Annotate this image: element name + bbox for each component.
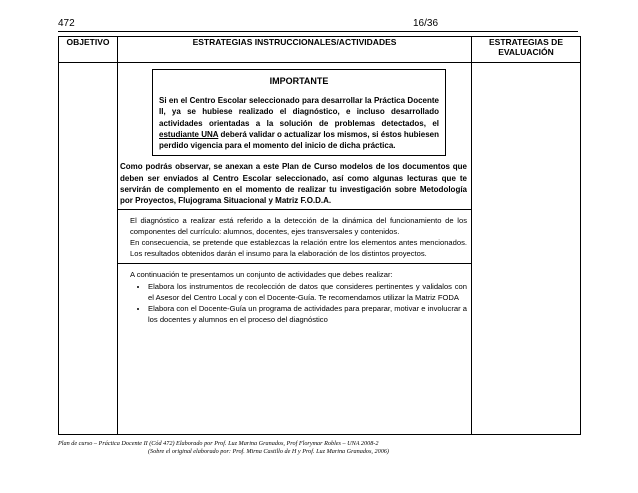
page-footer <box>58 440 588 456</box>
list-item: • Elabora los instrumentos de recolección de datos que consideres pertinentes y validalos con el Asesor del Centro Local y con el Docente-Guía. Te recomendamos utilizar la Matriz FODA <box>148 282 467 304</box>
evaluacion-cell <box>472 63 581 435</box>
section-divider <box>118 263 471 264</box>
activities-list <box>134 282 467 325</box>
diagnosis-text: El diagnóstico a realizar está referido a la detección de la dinámica del funcionamiento de los componentes del currículo: alumnos, docentes, ejes transversales y contenidos. <box>130 216 467 237</box>
column-header-estrategias: ESTRATEGIAS INSTRUCCIONALES/ACTIVIDADES <box>118 37 472 63</box>
intro-paragraph: Como podrás observar, se anexan a este Plan de Curso modelos de los documentos que deben ser enviados al Centro Escolar seleccionado, así como algunas lecturas que te servirán de complemento en el momento de realizar tu investigación sobre Metodología por Proyectos, Flujograma Situacional y Matriz F.O.D.A. <box>120 162 467 206</box>
relation-text: En consecuencia, se pretende que establezcas la relación entre los elementos antes mencionados. Los resultados obtenidos darán el insumo para la elaboración de los distintos proyectos. <box>130 238 467 258</box>
objetivo-cell <box>59 63 118 435</box>
column-header-objetivo: OBJETIVO <box>59 37 118 63</box>
course-plan-table <box>58 36 581 435</box>
estrategias-cell <box>118 63 472 435</box>
important-note-underlined: estudiante UNA <box>159 129 219 139</box>
important-note-box <box>152 69 446 156</box>
important-note-text-end: deberá validar o actualizar los mismos, si éstos hubiesen perdido vigencia para el momento del inicio de dicha práctica. <box>159 129 440 151</box>
important-note-title: IMPORTANTE <box>269 76 329 86</box>
important-note-text: Si en el Centro Escolar seleccionado para desarrollar la Práctica Docente II, ya se hubiese realizado el diagnóstico, e incluso desarrollado actividades orientadas a la solución de problemas detectados, el <box>159 96 439 128</box>
footer-line-2: (Sobre el original elaborado por: Prof. Mirna Castillo de H y Prof. Luz Marina Granados, 2006) <box>148 448 389 455</box>
page-count: 16/36 <box>413 18 439 29</box>
header-rule <box>58 31 578 32</box>
activities-intro-text: A continuación te presentamos un conjunto de actividades que debes realizar: <box>130 269 393 279</box>
activities-intro <box>120 270 467 281</box>
column-header-evaluacion: ESTRATEGIAS DE EVALUACIÓN <box>472 37 581 63</box>
section-divider <box>118 209 471 210</box>
page-number: 472 <box>58 18 75 29</box>
diagnosis-paragraph <box>120 216 467 259</box>
list-item: • Elabora con el Docente-Guía un programa de actividades para preparar, motivar e involucrar a los docentes y alumnos en el proceso del diagnóstico <box>148 304 467 326</box>
footer-line-1: Plan de curso – Práctica Docente II (Cód 472) Elaborado por Prof. Luz Marina Granados, Prof Florymar Robles – UNA 2008-2 <box>58 440 379 447</box>
